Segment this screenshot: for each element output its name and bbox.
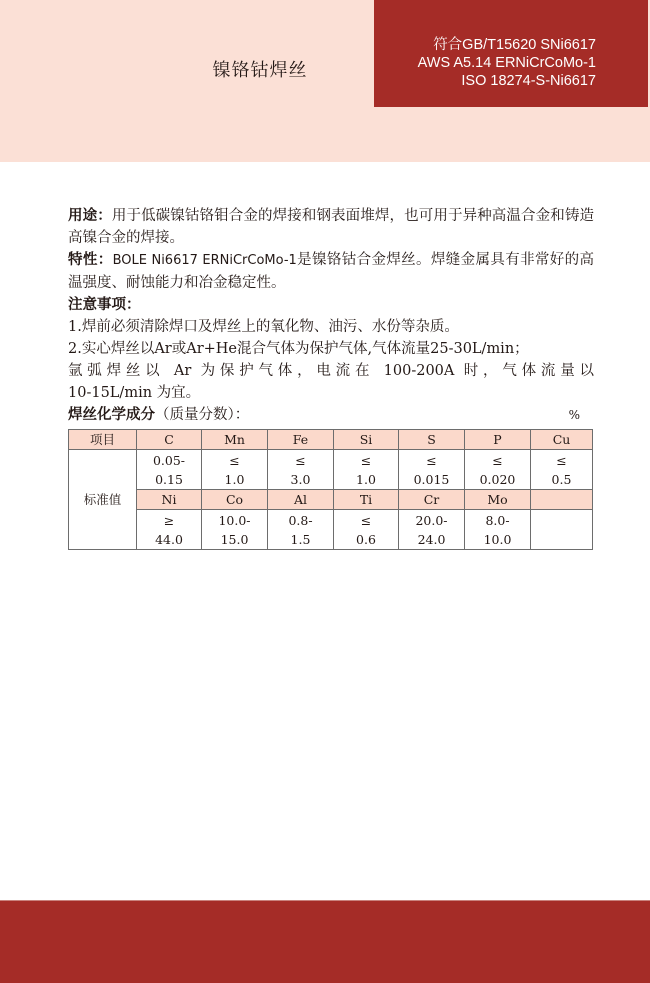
usage-text: 用于低碳镍钴铬钼合金的焊接和钢表面堆焊，也可用于异种高温合金和铸造高镍合金的焊接。 (68, 208, 594, 246)
usage-label: 用途： (68, 208, 112, 224)
value-cell: ≤ 0.015 (399, 450, 465, 490)
note-item: 10-15L/min 为宜。 (68, 385, 201, 401)
element-cell: Mo (465, 490, 531, 510)
table-header-row (69, 430, 593, 450)
element-cell: C (137, 430, 202, 450)
element-cell: Si (334, 430, 399, 450)
element-cell: Ni (137, 490, 202, 510)
standard-iso: ISO 18274-S-Ni6617 (461, 73, 596, 89)
value-cell: 20.0- 24.0 (399, 510, 465, 550)
element-cell: P (465, 430, 531, 450)
element-cell: Mn (202, 430, 268, 450)
footer-band (0, 900, 650, 983)
feature-paragraph (68, 249, 594, 294)
chemical-composition-table (68, 429, 593, 550)
composition-title-row (68, 404, 594, 426)
value-cell: 0.05- 0.15 (137, 450, 202, 490)
composition-unit: % (568, 408, 580, 422)
element-cell: Al (268, 490, 334, 510)
element-cell: Cu (531, 430, 593, 450)
feature-text: 是镍铬钴合金焊丝。焊缝金属具有非常好的高温强度、耐蚀能力和冶金稳定性。 (68, 252, 595, 291)
note-item: 氩弧焊丝以 Ar 为保护气体，电流在 100-200A 时，气体流量以 (68, 363, 594, 379)
standard-value-label: 标准值 (69, 450, 137, 550)
feature-model: BOLE Ni6617 ERNiCrCoMo-1 (112, 253, 297, 268)
note-item: 1.焊前必须清除焊口及焊丝上的氧化物、油污、水份等杂质。 (68, 319, 459, 335)
composition-title: 焊丝化学成分（质量分数）： (68, 407, 250, 423)
notes-label: 注意事项： (68, 297, 141, 313)
value-cell: ≤ 0.020 (465, 450, 531, 490)
note-item: 2.实心焊丝以Ar或Ar+He混合气体为保护气体,气体流量25-30L/min； (68, 341, 529, 357)
feature-label: 特性： (68, 252, 113, 268)
element-cell (531, 490, 593, 510)
element-cell: Cr (399, 490, 465, 510)
value-cell: 8.0- 10.0 (465, 510, 531, 550)
value-cell (531, 510, 593, 550)
value-cell: 0.8- 1.5 (268, 510, 334, 550)
value-cell: ≤ 3.0 (268, 450, 334, 490)
value-cell: ≤ 1.0 (202, 450, 268, 490)
table-row (69, 450, 593, 490)
table-row (69, 510, 593, 550)
element-cell: S (399, 430, 465, 450)
value-cell: 10.0- 15.0 (202, 510, 268, 550)
standard-aws: AWS A5.14 ERNiCrCoMo-1 (417, 55, 596, 71)
element-cell: Fe (268, 430, 334, 450)
usage-paragraph (68, 205, 594, 249)
row-header-cell: 项目 (69, 430, 137, 450)
product-title: 镍铬钴焊丝 (212, 60, 308, 81)
value-cell: ≤ 0.6 (334, 510, 399, 550)
standards-box (374, 0, 648, 107)
standard-gb: 符合GB/T15620 SNi6617 (433, 37, 596, 53)
value-cell: ≤ 1.0 (334, 450, 399, 490)
product-description (68, 205, 594, 426)
value-cell: ≥ 44.0 (137, 510, 202, 550)
element-cell: Ti (334, 490, 399, 510)
value-cell: ≤ 0.5 (531, 450, 593, 490)
table-header-row (69, 490, 593, 510)
element-cell: Co (202, 490, 268, 510)
